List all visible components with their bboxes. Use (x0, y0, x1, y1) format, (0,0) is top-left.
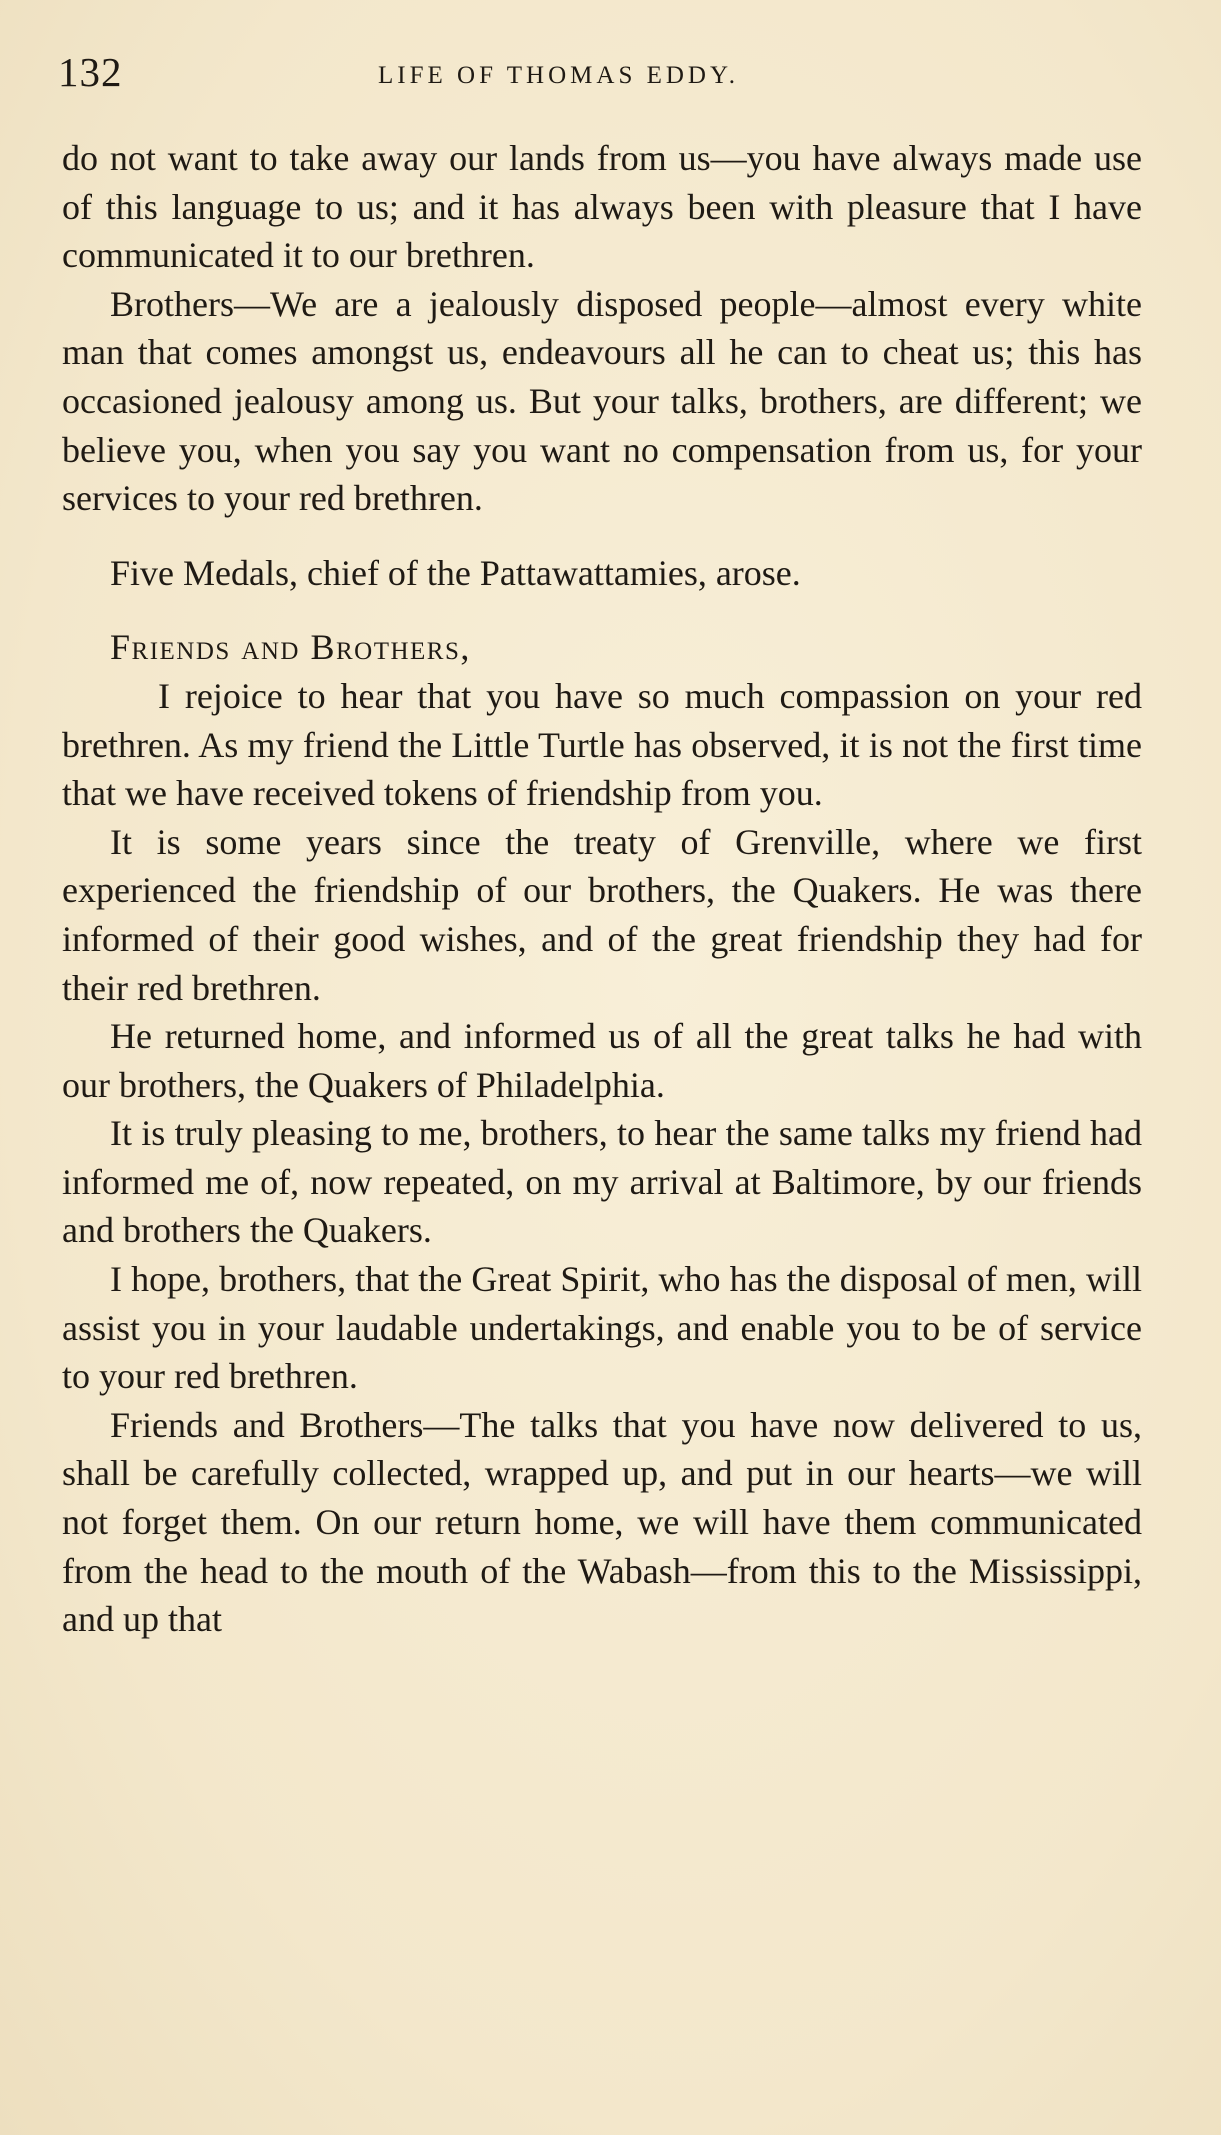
paragraph-4: I rejoice to hear that you have so much compassion on your red brethren. As my friend the Little Turtle has observed, it is not the first time that we have received tokens of friendship from you. (62, 675, 1142, 814)
paragraph-1: do not want to take away our lands from us—you have always made use of this language to us; and it has always been with pleasure that I have communicated it to our brethren. (62, 138, 1142, 276)
paragraph-7: It is truly pleasing to me, brothers, to hear the same talks my friend had informed me of, now repeated, on my arrival at Baltimore, by our friends and brothers the Quakers. (62, 1113, 1142, 1251)
page-number: 132 (58, 49, 123, 95)
paragraph-2: Brothers—We are a jealously disposed people—almost every white man that comes amongst us, endeavours all he can to cheat us; this has occasioned jealousy among us. But your talks, brothers, are different; we believe you, when you say you want no compensation from us, for your services to your red brethren. (62, 283, 1142, 519)
running-head: LIFE OF THOMAS EDDY. (378, 62, 740, 89)
paragraph-3: Five Medals, chief of the Pattawattamies, arose. (110, 552, 801, 593)
paragraph-6: He returned home, and informed us of all the great talks he had with our brothers, the Quakers of Philadelphia. (62, 1016, 1142, 1105)
paragraph-8: I hope, brothers, that the Great Spirit, who has the disposal of men, will assist you in your laudable undertakings, and enable you to be of service to your red brethren. (62, 1259, 1142, 1397)
salutation: Friends and Brothers, (110, 627, 471, 668)
page-header (58, 48, 1161, 98)
paragraph-5: It is some years since the treaty of Grenville, where we first experienced the friendship of our brothers, the Quakers. He was there informed of their good wishes, and of the great friendship they had for their red brethren. (62, 821, 1142, 1008)
page-body (62, 134, 1142, 1644)
paragraph-9: Friends and Brothers—The talks that you have now delivered to us, shall be carefully collected, wrapped up, and put in our hearts—we will not forget them. On our return home, we will have them communicated from the head to the mouth of the Wabash—from this to the Mississippi, and up that (62, 1404, 1142, 1640)
